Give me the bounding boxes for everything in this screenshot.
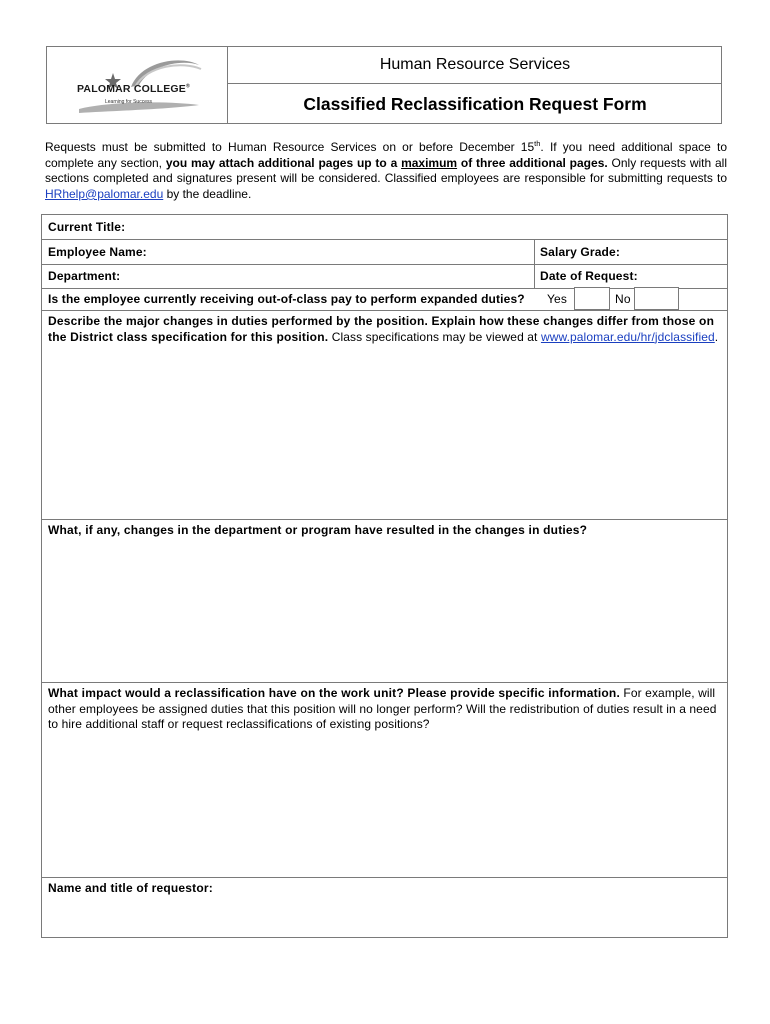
yes-label: Yes <box>547 292 568 306</box>
date-of-request-label: Date of Request: <box>540 269 638 283</box>
logo-wordmark: PALOMAR COLLEGE® <box>77 83 190 95</box>
duties-change-question: Describe the major changes in duties performed by the position. Explain how these changes differ from those on the District class specification for this position. Class specifications may be viewed at www.palomar.edu/hr/jdclassified. <box>48 314 719 344</box>
department-title: Human Resource Services <box>228 47 722 84</box>
request-form <box>41 214 728 938</box>
impact-question: What impact would a reclassification have on the work unit? Please provide specific information. For example, will other employees be assigned duties that this position will no longer perform? Will the redistribution of duties result in a need to hire additional staff or request reclassifications of existing positions? <box>48 686 717 731</box>
duties-change-section[interactable] <box>42 311 727 520</box>
hr-email-link[interactable]: HRhelp@palomar.edu <box>45 186 164 201</box>
requestor-label: Name and title of requestor: <box>48 881 213 895</box>
class-spec-link[interactable]: www.palomar.edu/hr/jdclassified <box>540 329 715 344</box>
yes-checkbox[interactable] <box>574 287 610 310</box>
department-row[interactable] <box>42 265 727 289</box>
column-divider <box>534 265 535 288</box>
department-changes-question: What, if any, changes in the department or program have resulted in the changes in duties? <box>48 523 588 537</box>
impact-section[interactable] <box>42 683 727 878</box>
out-of-class-row <box>42 289 727 311</box>
employee-name-row[interactable] <box>42 240 727 265</box>
no-label: No <box>615 292 631 306</box>
intro-paragraph: Requests must be submitted to Human Resource Services on or before December 15th. If you need additional space to complete any section, you may attach additional pages up to a maximum of three additional pages. Only requests with all sections completed and signatures present will be considered. Classified employees are responsible for submitting requests to HRhelp@palomar.edu by the deadline. <box>45 139 728 201</box>
form-title: Classified Reclassification Request Form <box>303 94 647 114</box>
form-header <box>46 46 722 124</box>
current-title-row[interactable] <box>42 215 727 240</box>
requestor-section[interactable] <box>42 878 727 937</box>
column-divider <box>534 240 535 264</box>
employee-name-label: Employee Name: <box>48 245 147 259</box>
logo-cell <box>47 47 228 123</box>
logo-tagline: Learning for Success <box>105 99 152 105</box>
department-changes-section[interactable] <box>42 520 727 683</box>
salary-grade-label: Salary Grade: <box>540 245 620 259</box>
out-of-class-question: Is the employee currently receiving out-of-class pay to perform expanded duties? <box>48 292 525 306</box>
department-label: Department: <box>48 269 121 283</box>
current-title-label: Current Title: <box>48 220 126 234</box>
no-checkbox[interactable] <box>634 287 679 310</box>
